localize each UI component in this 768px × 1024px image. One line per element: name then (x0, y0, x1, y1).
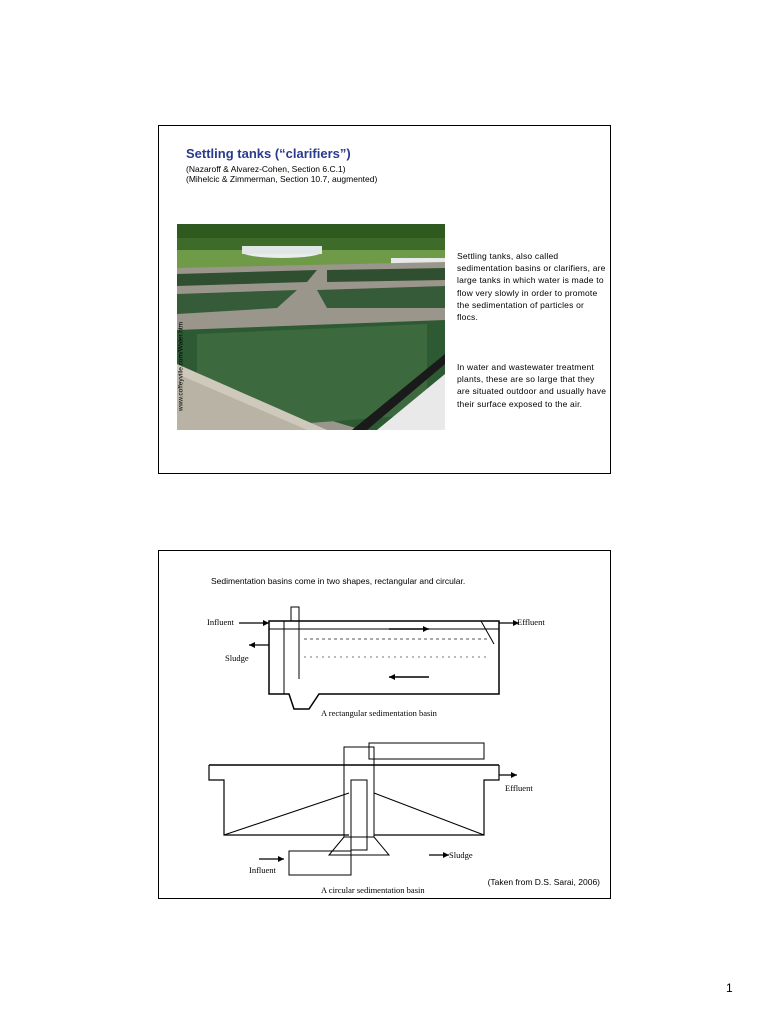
slide-settling-tanks (158, 125, 611, 474)
circ-caption: A circular sedimentation basin (321, 885, 425, 895)
source-credit: (Taken from D.S. Sarai, 2006) (487, 877, 600, 887)
circ-influent-label: Influent (249, 865, 276, 875)
circ-sludge-label: Sludge (449, 850, 473, 860)
slide-title: Settling tanks (“clarifiers”) (186, 146, 351, 161)
paragraph-definition: Settling tanks, also called sedimentation basins or clarifiers, are large tanks in which water is made to flow very slowly in order to promote the sedimentation of particles or flocs. (457, 251, 606, 323)
reference-nazaroff: (Nazaroff & Alvarez-Cohen, Section 6.C.1) (186, 164, 346, 174)
slide-sedimentation-basins (158, 550, 611, 899)
rect-effluent-label: Effluent (517, 617, 545, 627)
rect-caption: A rectangular sedimentation basin (321, 708, 437, 718)
rect-sludge-label: Sludge (225, 653, 249, 663)
circular-basin-diagram (199, 735, 533, 897)
circ-effluent-label: Effluent (505, 783, 533, 793)
paragraph-treatment-plants: In water and wastewater treatment plants, these are so large that they are situated outdoor and usually have their surface exposed to the air. (457, 362, 607, 409)
rect-influent-label: Influent (207, 617, 234, 627)
page-number: 1 (726, 981, 733, 995)
rectangular-basin-diagram (199, 599, 545, 724)
slide-caption: Sedimentation basins come in two shapes, rectangular and circular. (211, 576, 466, 586)
reference-mihelcic: (Mihelcic & Zimmerman, Section 10.7, augmented) (186, 174, 378, 184)
photo-credit: www.coffeyville.com/Water.htm (177, 321, 185, 412)
settling-tank-photo (177, 224, 445, 430)
